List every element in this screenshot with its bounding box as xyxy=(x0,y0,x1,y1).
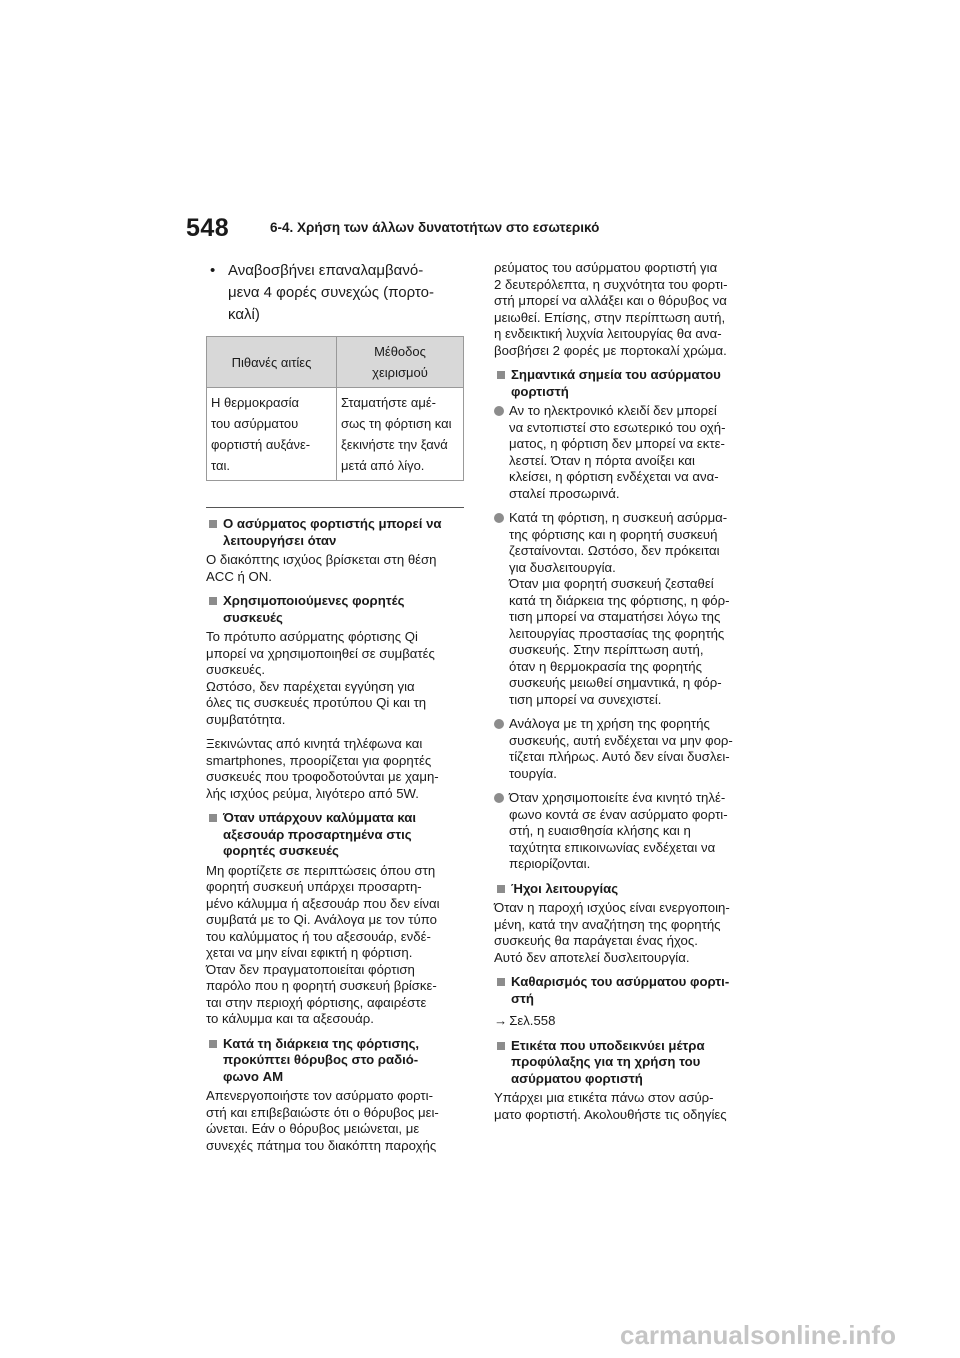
bullet-text xyxy=(228,260,434,326)
paragraph xyxy=(206,629,466,728)
paragraph xyxy=(494,260,764,359)
note-item xyxy=(494,403,764,502)
note-line: συσκευής. Στην περίπτωση αυτή, xyxy=(509,642,704,657)
note-line: λειτουργίας προστασίας της φορητής xyxy=(509,625,725,641)
para-line: ματο φορτιστή. Ακολουθήστε τις οδηγίες xyxy=(494,1106,727,1122)
square-bullet-icon xyxy=(209,1040,217,1048)
bullet-line: καλί) xyxy=(228,306,260,323)
para-line: Μη φορτίζετε σε περιπτώσεις όπου στη xyxy=(206,862,436,878)
note-item xyxy=(494,716,764,782)
heading-line: Χρησιμοποιούμενες φορητές xyxy=(223,593,405,608)
para-line: συνεχές πάτημα του διακόπτη παροχής xyxy=(206,1137,437,1153)
para-line: Το πρότυπο ασύρματης φόρτισης Qi xyxy=(206,629,418,644)
cell-line: Σταματήστε αμέ- xyxy=(341,395,436,410)
note-line: λεστεί. Όταν η πόρτα ανοίξει και xyxy=(509,452,695,468)
note-item xyxy=(494,510,764,708)
para-line: Απενεργοποιήστε τον ασύρματο φορτι- xyxy=(206,1088,433,1103)
heading-line: φορτιστή xyxy=(511,383,569,399)
section-heading xyxy=(206,1036,466,1086)
heading-line: Ετικέτα που υποδεικνύει μέτρα xyxy=(511,1037,705,1053)
note-line: ταχύτητα επικοινωνίας ενδέχεται να xyxy=(509,839,716,855)
section-heading xyxy=(206,516,466,549)
heading-line: φωνο AM xyxy=(223,1068,284,1084)
paragraph xyxy=(206,736,466,802)
right-column xyxy=(494,260,764,1131)
square-bullet-icon xyxy=(497,978,505,986)
para-line: ται στην περιοχή φόρτισης, αφαιρέστε xyxy=(206,994,427,1010)
paragraph xyxy=(206,552,466,585)
note-line: τιση μπορεί να σταματήσει λόγω της xyxy=(509,609,721,624)
note-line: συσκευής, αυτή ενδέχεται να μην φορ- xyxy=(509,732,733,748)
note-line: συσκευής μειωθεί σημαντικά, η φόρ- xyxy=(509,675,722,690)
page-reference-text: Σελ.558 xyxy=(509,1013,556,1028)
bullet-line: Αναβοσβήνει επαναλαμβανό- xyxy=(228,262,424,279)
para-line: ACC ή ON. xyxy=(206,568,272,584)
para-line: βοσβήσει 2 φορές με πορτοκαλί χρώμα. xyxy=(494,342,727,358)
table-header-row xyxy=(207,337,464,388)
para-line: συμβατά με το Qi. Ανάλογα με τον τύπο xyxy=(206,912,437,927)
para-line: ρεύματος του ασύρματου φορτιστή για xyxy=(494,260,718,275)
note-line: για δυσλειτουργία. xyxy=(509,559,616,575)
para-line: Ξεκινώντας από κινητά τηλέφωνα και xyxy=(206,736,423,751)
circle-bullet-icon xyxy=(494,719,504,729)
page-reference-link[interactable] xyxy=(494,1013,764,1030)
heading-line: Ο ασύρματος φορτιστής μπορεί να xyxy=(223,516,442,531)
heading-line: προκύπτει θόρυβος στο ραδιό- xyxy=(223,1052,419,1067)
para-line: του καλύμματος ή του αξεσουάρ, ενδέ- xyxy=(206,928,431,944)
heading-line: συσκευές xyxy=(223,609,283,625)
heading-line: προφύλαξης για τη χρήση του xyxy=(511,1054,701,1069)
section-divider xyxy=(206,507,464,508)
cell-line: σως τη φόρτιση και xyxy=(341,416,452,431)
note-line: τιση μπορεί να συνεχιστεί. xyxy=(509,691,662,707)
table-row xyxy=(207,388,464,481)
note-line: κατά τη διάρκεια της φόρτισης, η φόρ- xyxy=(509,592,730,608)
note-line: τουργία. xyxy=(509,765,557,781)
section-heading xyxy=(494,367,764,400)
note-line: κλείσει, η φόρτιση ενδέχεται να ανα- xyxy=(509,469,719,484)
para-line: λής ισχύος ρεύμα, λιγότερο από 5W. xyxy=(206,785,419,801)
para-line: συσκευής θα παράγεται ένας ήχος. xyxy=(494,933,698,948)
circle-bullet-icon xyxy=(494,406,504,416)
para-line: μειωθεί. Επίσης, στην περίπτωση αυτή, xyxy=(494,309,726,325)
para-line: συσκευές. xyxy=(206,662,266,677)
note-line: Αν το ηλεκτρονικό κλειδί δεν μπορεί xyxy=(509,403,717,418)
heading-line: Ήχοι λειτουργίας xyxy=(511,880,619,896)
cell-line: ξεκινήστε την ξανά xyxy=(341,437,448,452)
para-line: Ο διακόπτης ισχύος βρίσκεται στη θέση xyxy=(206,552,437,567)
para-line: 2 δευτερόλεπτα, η συχνότητα του φορτι- xyxy=(494,276,728,292)
note-line: ματος, η φόρτιση δεν μπορεί να εκτε- xyxy=(509,436,725,451)
note-line: φωνο κοντά σε έναν ασύρματο φορτι- xyxy=(509,806,728,822)
section-heading xyxy=(494,974,764,1007)
para-line: μπορεί να χρησιμοποιηθεί σε συμβατές xyxy=(206,645,435,661)
left-column xyxy=(206,260,466,1162)
watermark: carmanualsonline.info xyxy=(620,1320,896,1350)
para-line: smartphones, προορίζεται για φορητές xyxy=(206,752,432,768)
cell-line: του ασύρματου xyxy=(211,416,299,431)
note-line: Όταν χρησιμοποιείτε ένα κινητό τηλέ- xyxy=(509,790,726,805)
heading-line: λειτουργήσει όταν xyxy=(223,532,337,548)
blink-bullet xyxy=(210,260,466,326)
section-heading xyxy=(494,1038,764,1088)
square-bullet-icon xyxy=(497,885,505,893)
square-bullet-icon xyxy=(209,520,217,528)
table-header-causes: Πιθανές αιτίες xyxy=(207,337,337,388)
para-line: φορητή συσκευή υπάρχει προσαρτη- xyxy=(206,879,422,894)
para-line: Όταν η παροχή ισχύος είναι ενεργοποιη- xyxy=(494,900,730,915)
para-line: όλες τις συσκευές προτύπου Qi και τη xyxy=(206,695,427,710)
note-line: στή, η ευαισθησία κλήσης και η xyxy=(509,823,691,838)
para-line: χεται να μην είναι εφικτή η φόρτιση. xyxy=(206,945,413,960)
square-bullet-icon xyxy=(497,371,505,379)
bullet-glyph: • xyxy=(210,262,216,279)
square-bullet-icon xyxy=(497,1042,505,1050)
table-header-method xyxy=(337,337,464,388)
note-line: Ανάλογα με τη χρήση της φορητής xyxy=(509,716,710,731)
heading-line: φορητές συσκευές xyxy=(223,843,339,858)
section-heading xyxy=(494,881,764,898)
heading-line: ασύρματου φορτιστή xyxy=(511,1070,643,1086)
note-line: να εντοπιστεί στο εσωτερικό του οχή- xyxy=(509,419,726,435)
para-line: Όταν δεν πραγματοποιείται φόρτιση xyxy=(206,961,415,977)
paragraph xyxy=(494,1090,764,1123)
para-line: η ενδεικτική λυχνία λειτουργίας θα ανα- xyxy=(494,326,722,341)
circle-bullet-icon xyxy=(494,513,504,523)
section-heading xyxy=(206,593,466,626)
circle-bullet-icon xyxy=(494,793,504,803)
para-line: ώνεται. Εάν ο θόρυβος μειώνεται, με xyxy=(206,1121,420,1136)
cell-line: φορτιστή αυξάνε- xyxy=(211,437,311,452)
note-item xyxy=(494,790,764,873)
para-line: στή μπορεί να αλλάξει και ο θόρυβος να xyxy=(494,293,727,308)
cell-line: μετά από λίγο. xyxy=(341,458,425,473)
para-line: παρόλο που η φορητή συσκευή βρίσκε- xyxy=(206,978,437,993)
note-line: Κατά τη φόρτιση, η συσκευή ασύρμα- xyxy=(509,510,728,525)
para-line: μένη, κατά την αναζήτηση της φορητής xyxy=(494,916,721,932)
bullet-line: μενα 4 φορές συνεχώς (πορτο- xyxy=(228,284,434,301)
square-bullet-icon xyxy=(209,814,217,822)
arrow-right-icon: → xyxy=(494,1013,508,1028)
para-line: συμβατότητα. xyxy=(206,711,286,727)
heading-line: αξεσουάρ προσαρτημένα στις xyxy=(223,826,412,842)
paragraph xyxy=(206,863,466,1028)
header-line: Μέθοδος xyxy=(374,344,426,359)
heading-line: Κατά τη διάρκεια της φόρτισης, xyxy=(223,1035,420,1051)
heading-line: Όταν υπάρχουν καλύμματα και xyxy=(223,810,417,825)
para-line: στή και επιβεβαιώστε ότι ο θόρυβος μει- xyxy=(206,1104,439,1120)
table-cell-method xyxy=(337,388,464,481)
heading-line: Σημαντικά σημεία του ασύρματου xyxy=(511,367,721,382)
heading-line: στή xyxy=(511,990,534,1006)
note-line: ζεσταίνονται. Ωστόσο, δεν πρόκειται xyxy=(509,543,720,558)
note-line: περιορίζονται. xyxy=(509,856,591,871)
para-line: Υπάρχει μια ετικέτα πάνω στον ασύρ- xyxy=(494,1090,714,1105)
page-number: 548 xyxy=(186,214,230,242)
note-line: όταν η θερμοκρασία της φορητής xyxy=(509,658,702,674)
heading-line: Καθαρισμός του ασύρματου φορτι- xyxy=(511,974,730,989)
note-line: της φόρτισης και η φορητή συσκευή xyxy=(509,526,718,542)
cell-line: ται. xyxy=(211,458,230,473)
paragraph xyxy=(206,1088,466,1154)
para-line: μένο κάλυμμα ή αξεσουάρ που δεν είναι xyxy=(206,895,440,911)
table-cell-cause xyxy=(207,388,337,481)
para-line: το κάλυμμα και τα αξεσουάρ. xyxy=(206,1011,374,1026)
causes-table xyxy=(206,336,464,481)
para-line: Αυτό δεν αποτελεί δυσλειτουργία. xyxy=(494,949,690,965)
header-line: χειρισμού xyxy=(372,365,428,380)
section-heading xyxy=(206,810,466,860)
note-line: Όταν μια φορητή συσκευή ζεσταθεί xyxy=(509,576,714,591)
paragraph xyxy=(494,900,764,966)
note-line: τίζεται πλήρως. Αυτό δεν είναι δυσλει- xyxy=(509,749,730,764)
note-line: σταλεί προσωρινά. xyxy=(509,485,620,501)
cell-line: Η θερμοκρασία xyxy=(211,395,299,410)
square-bullet-icon xyxy=(209,597,217,605)
section-title: 6-4. Χρήση των άλλων δυνατοτήτων στο εσωτερικό xyxy=(270,220,600,235)
para-line: συσκευές που τροφοδοτούνται με χαμη- xyxy=(206,769,439,784)
para-line: Ωστόσο, δεν παρέχεται εγγύηση για xyxy=(206,678,415,694)
